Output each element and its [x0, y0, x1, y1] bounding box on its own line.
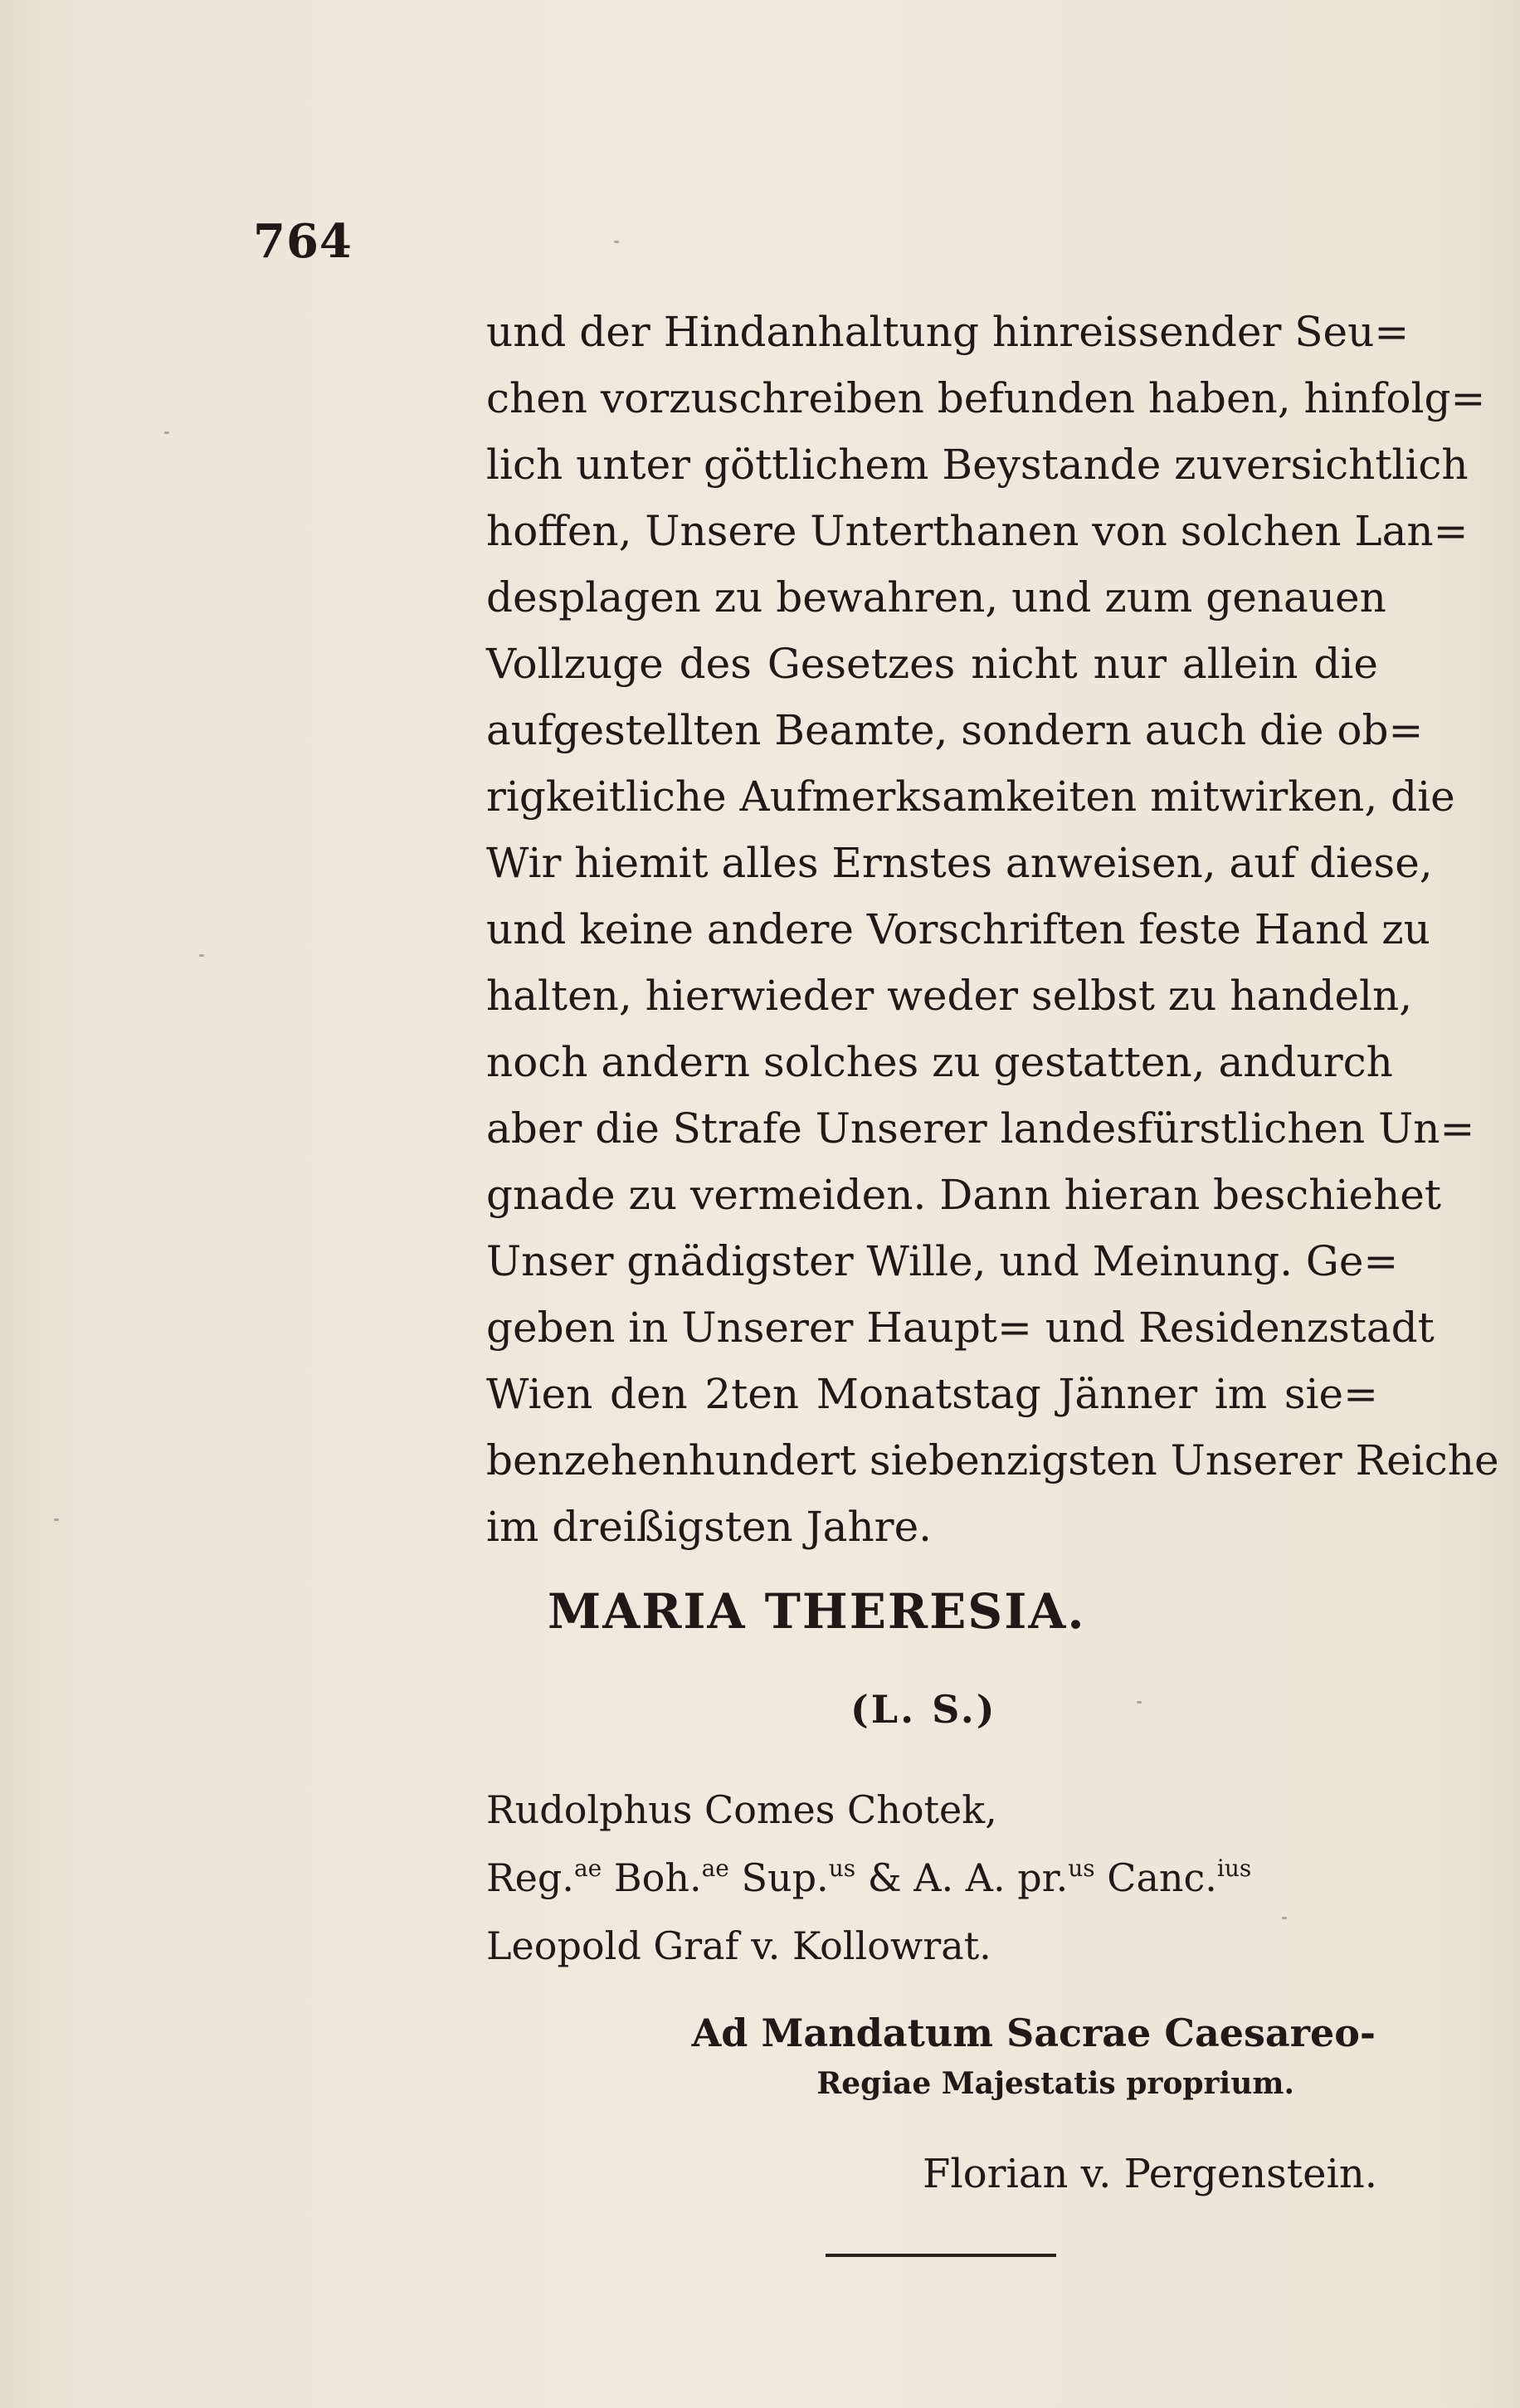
- body-line: chen vorzuschreiben befunden haben, hinfolg=: [486, 374, 1486, 422]
- title-canc-sup: ius: [1216, 1855, 1252, 1882]
- countersign-block: [486, 1776, 1251, 1980]
- title-pr-sup: us: [1068, 1855, 1095, 1882]
- paper-speck: [614, 241, 619, 243]
- title-amp: & A. A. pr.: [855, 1855, 1069, 1900]
- body-line: lich unter göttlichem Beystande zuversichtlich: [486, 441, 1469, 489]
- title-reg: Reg.: [486, 1855, 574, 1900]
- closing-rule: [826, 2254, 1056, 2257]
- paper-speck: [164, 431, 169, 434]
- body-line: hoffen, Unsere Unterthanen von solchen Lan=: [486, 507, 1469, 555]
- body-line: im dreißigsten Jahre.: [486, 1503, 933, 1551]
- mandatum-subline: Regiae Majestatis proprium.: [816, 2066, 1294, 2101]
- body-line: rigkeitliche Aufmerksamkeiten mitwirken, die: [486, 773, 1455, 821]
- body-line: und der Hindanhaltung hinreissender Seu=: [486, 308, 1410, 356]
- paper-speck: [1282, 1917, 1287, 1919]
- title-reg-sup: ae: [573, 1855, 602, 1882]
- body-line: halten, hierwieder weder selbst zu handeln,: [486, 972, 1413, 1020]
- mandatum-line: Ad Mandatum Sacrae Caesareo-: [691, 2011, 1376, 2055]
- secretary-signature: Florian v. Pergenstein.: [923, 2151, 1377, 2197]
- body-line: geben in Unserer Haupt= und Residenzstadt: [486, 1304, 1435, 1352]
- body-line: aufgestellten Beamte, sondern auch die ob=: [486, 706, 1424, 754]
- body-line: Wir hiemit alles Ernstes anweisen, auf diese,: [486, 839, 1433, 887]
- body-line: Vollzuge des Gesetzes nicht nur allein die: [486, 640, 1378, 688]
- body-line: Unser gnädigster Wille, und Meinung. Ge=: [486, 1237, 1399, 1285]
- paper-speck: [54, 1518, 59, 1521]
- body-line: benzehenhundert siebenzigsten Unserer Reiche: [486, 1436, 1499, 1484]
- title-boh: Boh.: [602, 1855, 702, 1900]
- paper-speck: [1137, 1701, 1142, 1704]
- title-sup-sup: us: [828, 1855, 856, 1882]
- paper-speck: [199, 954, 204, 957]
- decree-body-text: [486, 299, 1499, 1560]
- countersign-chotek: Rudolphus Comes Chotek,: [486, 1787, 997, 1832]
- title-boh-sup: ae: [701, 1855, 729, 1882]
- body-line: Wien den 2ten Monatstag Jänner im sie=: [486, 1370, 1378, 1418]
- body-line: desplagen zu bewahren, und zum genauen: [486, 573, 1386, 621]
- countersign-kollowrat: Leopold Graf v. Kollowrat.: [486, 1923, 991, 1968]
- body-line: aber die Strafe Unserer landesfürstlichen Un=: [486, 1104, 1475, 1153]
- body-line: gnade zu vermeiden. Dann hieran beschiehet: [486, 1171, 1441, 1219]
- seal-mark: (L. S.): [850, 1687, 997, 1732]
- body-line: und keine andere Vorschriften feste Hand zu: [486, 905, 1430, 953]
- signature-maria-theresia: MARIA THERESIA.: [548, 1583, 1086, 1640]
- title-canc: Canc.: [1094, 1855, 1217, 1900]
- page-number: 764: [253, 214, 353, 269]
- countersign-titles: [486, 1844, 1251, 1912]
- title-sup: Sup.: [728, 1855, 829, 1900]
- body-line: noch andern solches zu gestatten, andurch: [486, 1038, 1393, 1086]
